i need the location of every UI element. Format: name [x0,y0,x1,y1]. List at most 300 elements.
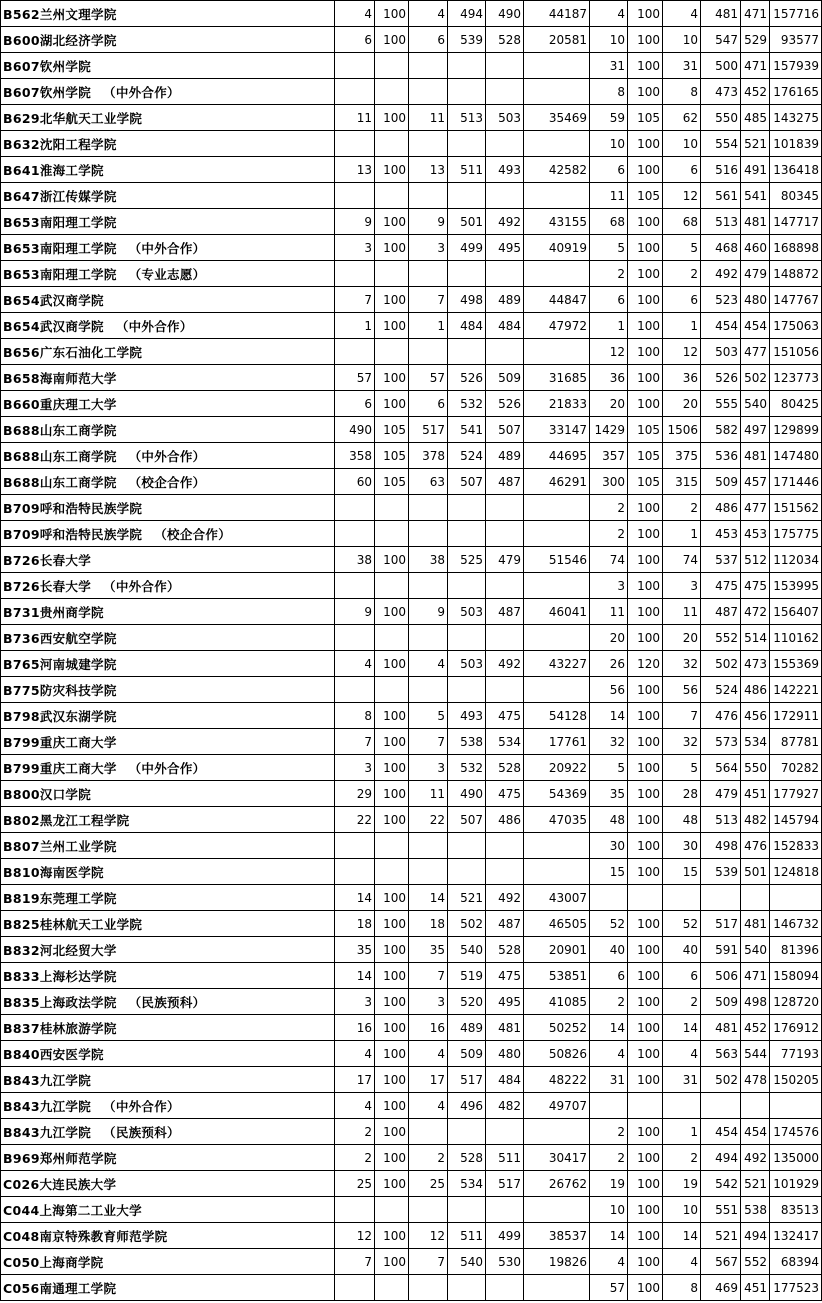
table-row [1,1171,822,1197]
table-row [1,651,822,677]
school-name-cell [1,1015,335,1041]
table-row [1,79,822,105]
school-name: B709呼和浩特民族学院 [3,526,143,542]
value-cell: 499 [486,1223,524,1249]
value-cell: 3 [335,235,375,261]
value-cell: 100 [628,833,663,859]
school-name-cell [1,287,335,313]
value-cell [448,833,486,859]
value-cell: 32 [663,729,701,755]
value-cell: 502 [701,651,741,677]
value-cell [335,521,375,547]
value-cell: 3 [409,235,448,261]
value-cell: 555 [701,391,741,417]
value-cell: 100 [375,1249,409,1275]
value-cell: 100 [628,677,663,703]
value-cell: 2 [663,1145,701,1171]
table-row [1,1067,822,1093]
value-cell [524,1119,590,1145]
value-cell: 495 [486,235,524,261]
value-cell: 2 [590,261,628,287]
value-cell: 20901 [524,937,590,963]
value-cell [486,1275,524,1301]
school-name-cell [1,807,335,833]
value-cell: 100 [375,391,409,417]
value-cell: 451 [741,1275,770,1301]
value-cell: 100 [628,391,663,417]
table-row [1,1041,822,1067]
value-cell [448,521,486,547]
value-cell: 469 [701,1275,741,1301]
value-cell: 100 [375,1,409,27]
value-cell [486,79,524,105]
value-cell: 14 [590,1223,628,1249]
value-cell: 523 [701,287,741,313]
value-cell: 5 [663,235,701,261]
table-row [1,365,822,391]
table-row [1,417,822,443]
value-cell: 68394 [770,1249,822,1275]
value-cell: 100 [628,1249,663,1275]
value-cell: 100 [375,157,409,183]
school-name: B726长春大学 [3,578,92,594]
value-cell [486,1119,524,1145]
school-name-cell [1,27,335,53]
value-cell: 48 [590,807,628,833]
value-cell: 43155 [524,209,590,235]
value-cell [486,833,524,859]
school-name-cell [1,963,335,989]
value-cell: 507 [448,469,486,495]
value-cell: 100 [628,599,663,625]
value-cell: 6 [590,287,628,313]
value-cell: 56 [590,677,628,703]
value-cell: 100 [628,573,663,599]
value-cell: 9 [335,599,375,625]
value-cell: 513 [701,807,741,833]
school-name: B798武汉东湖学院 [3,708,117,724]
value-cell: 100 [628,1015,663,1041]
value-cell: 17 [335,1067,375,1093]
value-cell: 100 [628,157,663,183]
table-row [1,755,822,781]
value-cell: 156407 [770,599,822,625]
value-cell: 2 [590,989,628,1015]
value-cell [770,1093,822,1119]
value-cell: 100 [375,755,409,781]
value-cell: 81396 [770,937,822,963]
value-cell: 136418 [770,157,822,183]
table-row [1,937,822,963]
table-row [1,547,822,573]
table-row [1,287,822,313]
value-cell: 9 [409,599,448,625]
value-cell: 8 [335,703,375,729]
value-cell [770,885,822,911]
table-row [1,391,822,417]
value-cell: 4 [335,1,375,27]
value-cell: 530 [486,1249,524,1275]
value-cell: 153995 [770,573,822,599]
value-cell [335,677,375,703]
table-row [1,1223,822,1249]
value-cell: 41085 [524,989,590,1015]
value-cell: 513 [448,105,486,131]
value-cell: 11 [590,599,628,625]
school-name: B688山东工商学院 [3,448,117,464]
school-name: B654武汉商学院 [3,292,104,308]
value-cell [448,183,486,209]
value-cell [335,53,375,79]
value-cell: 19 [663,1171,701,1197]
value-cell: 2 [663,261,701,287]
value-cell: 532 [448,755,486,781]
value-cell: 30417 [524,1145,590,1171]
value-cell: 591 [701,937,741,963]
value-cell: 63 [409,469,448,495]
value-cell [409,53,448,79]
value-cell: 142221 [770,677,822,703]
value-cell [448,1119,486,1145]
value-cell: 132417 [770,1223,822,1249]
value-cell: 40 [663,937,701,963]
school-name: B654武汉商学院 [3,318,104,334]
value-cell [590,885,628,911]
school-name-cell [1,105,335,131]
school-name: C048南京特殊教育师范学院 [3,1228,168,1244]
value-cell: 12 [409,1223,448,1249]
value-cell: 2 [335,1145,375,1171]
value-cell [524,625,590,651]
value-cell [335,261,375,287]
value-cell: 31685 [524,365,590,391]
table-row [1,703,822,729]
table-row [1,885,822,911]
value-cell: 168898 [770,235,822,261]
school-name: B835上海政法学院 [3,994,117,1010]
value-cell: 20 [663,625,701,651]
school-name: B799重庆工商大学 [3,734,117,750]
value-cell: 524 [701,677,741,703]
value-cell: 100 [628,313,663,339]
school-name: B840西安医学院 [3,1046,104,1062]
school-name: B607钦州学院 [3,84,92,100]
value-cell [524,1275,590,1301]
school-name: B709呼和浩特民族学院 [3,500,143,516]
value-cell [486,521,524,547]
value-cell: 494 [448,1,486,27]
value-cell: 31 [590,1067,628,1093]
value-cell: 3 [590,573,628,599]
value-cell: 60 [335,469,375,495]
value-cell: 460 [741,235,770,261]
value-cell: 57 [335,365,375,391]
value-cell: 9 [409,209,448,235]
value-cell: 100 [628,937,663,963]
value-cell: 4 [590,1041,628,1067]
school-name-cell [1,703,335,729]
value-cell: 475 [701,573,741,599]
value-cell: 11 [409,105,448,131]
value-cell: 484 [486,313,524,339]
value-cell: 10 [663,27,701,53]
value-cell: 477 [741,339,770,365]
value-cell: 511 [448,1223,486,1249]
value-cell [375,573,409,599]
value-cell [628,1093,663,1119]
value-cell: 454 [741,1119,770,1145]
value-cell: 11 [590,183,628,209]
value-cell: 100 [628,1145,663,1171]
value-cell: 77193 [770,1041,822,1067]
value-cell: 53851 [524,963,590,989]
school-name: B736西安航空学院 [3,630,117,646]
value-cell: 8 [663,1275,701,1301]
value-cell: 158094 [770,963,822,989]
value-cell: 100 [628,729,663,755]
value-cell: 157716 [770,1,822,27]
value-cell: 175063 [770,313,822,339]
table-row [1,27,822,53]
value-cell: 521 [741,1171,770,1197]
value-cell: 129899 [770,417,822,443]
value-cell: 475 [486,781,524,807]
value-cell: 147767 [770,287,822,313]
school-name-cell [1,1223,335,1249]
value-cell: 100 [375,547,409,573]
table-row [1,1197,822,1223]
value-cell: 472 [741,599,770,625]
value-cell: 31 [590,53,628,79]
school-name-cell [1,651,335,677]
school-name: B825桂林航天工业学院 [3,916,143,932]
school-name: C050上海商学院 [3,1254,104,1270]
school-name-cell [1,599,335,625]
value-cell: 538 [741,1197,770,1223]
value-cell: 551 [701,1197,741,1223]
value-cell: 11 [663,599,701,625]
school-name: B810海南医学院 [3,864,104,880]
value-cell [486,53,524,79]
value-cell: 100 [375,1171,409,1197]
value-cell: 480 [486,1041,524,1067]
value-cell: 6 [409,27,448,53]
value-cell: 491 [741,157,770,183]
value-cell: 70282 [770,755,822,781]
value-cell: 57 [409,365,448,391]
school-name-cell [1,1197,335,1223]
value-cell [409,521,448,547]
value-cell: 177927 [770,781,822,807]
value-cell: 509 [701,989,741,1015]
value-cell: 26 [590,651,628,677]
value-cell [486,677,524,703]
value-cell: 502 [448,911,486,937]
value-cell: 11 [335,105,375,131]
value-cell: 35 [590,781,628,807]
value-cell: 100 [628,1041,663,1067]
value-cell [335,1275,375,1301]
value-cell: 7 [663,703,701,729]
school-name: C056南通理工学院 [3,1280,117,1296]
value-cell: 5 [663,755,701,781]
value-cell: 100 [628,235,663,261]
value-cell: 4 [335,1041,375,1067]
value-cell [448,677,486,703]
value-cell: 100 [628,287,663,313]
table-row [1,625,822,651]
value-cell: 42582 [524,157,590,183]
value-cell: 40 [590,937,628,963]
value-cell: 13 [409,157,448,183]
value-cell: 30 [590,833,628,859]
value-cell: 482 [486,1093,524,1119]
value-cell: 100 [375,781,409,807]
school-name: B802黑龙江工程学院 [3,812,130,828]
value-cell: 454 [701,313,741,339]
value-cell: 100 [375,105,409,131]
value-cell: 105 [628,105,663,131]
value-cell: 561 [701,183,741,209]
value-cell: 38 [335,547,375,573]
value-cell: 498 [741,989,770,1015]
value-cell [409,79,448,105]
value-cell: 528 [486,937,524,963]
value-cell [701,885,741,911]
value-cell: 473 [741,651,770,677]
value-cell: 100 [375,1145,409,1171]
value-cell: 12 [663,183,701,209]
value-cell: 6 [409,391,448,417]
school-name-cell [1,781,335,807]
value-cell [524,677,590,703]
value-cell: 100 [375,27,409,53]
value-cell: 6 [663,963,701,989]
school-name-cell [1,625,335,651]
school-name: B726长春大学 [3,552,92,568]
value-cell: 128720 [770,989,822,1015]
school-name: C044上海第二工业大学 [3,1202,142,1218]
value-cell: 540 [741,937,770,963]
value-cell: 100 [628,1275,663,1301]
value-cell: 501 [448,209,486,235]
value-cell: 5 [590,235,628,261]
value-cell [375,79,409,105]
value-cell [741,1093,770,1119]
value-cell: 151562 [770,495,822,521]
enrollment-type-tag: （中外合作） [115,318,193,334]
value-cell: 471 [741,963,770,989]
value-cell [486,625,524,651]
value-cell: 100 [628,625,663,651]
value-cell: 4 [663,1041,701,1067]
value-cell: 452 [741,1015,770,1041]
value-cell: 490 [448,781,486,807]
school-name: B843九江学院 [3,1072,92,1088]
value-cell: 74 [663,547,701,573]
value-cell: 175775 [770,521,822,547]
value-cell: 486 [701,495,741,521]
value-cell: 100 [375,1015,409,1041]
value-cell: 105 [375,443,409,469]
value-cell: 48222 [524,1067,590,1093]
value-cell: 110162 [770,625,822,651]
value-cell: 540 [448,937,486,963]
value-cell: 573 [701,729,741,755]
value-cell: 18 [335,911,375,937]
value-cell: 100 [628,365,663,391]
value-cell: 5 [409,703,448,729]
value-cell: 22 [335,807,375,833]
value-cell: 2 [663,989,701,1015]
value-cell: 10 [663,1197,701,1223]
value-cell [375,859,409,885]
value-cell: 492 [486,651,524,677]
value-cell: 507 [448,807,486,833]
school-name: B833上海杉达学院 [3,968,117,984]
value-cell: 46041 [524,599,590,625]
table-row [1,1249,822,1275]
enrollment-type-tag: （民族预科） [128,994,206,1010]
value-cell: 471 [741,53,770,79]
value-cell: 475 [486,703,524,729]
value-cell: 481 [741,911,770,937]
value-cell: 100 [375,599,409,625]
school-name-cell [1,573,335,599]
school-name: B765河南城建学院 [3,656,117,672]
value-cell: 148872 [770,261,822,287]
school-name: B641淮海工学院 [3,162,104,178]
value-cell [375,53,409,79]
value-cell: 300 [590,469,628,495]
value-cell: 511 [486,1145,524,1171]
value-cell: 15 [663,859,701,885]
value-cell: 512 [741,547,770,573]
value-cell: 150205 [770,1067,822,1093]
value-cell [409,339,448,365]
value-cell: 14 [590,703,628,729]
school-name-cell [1,521,335,547]
value-cell: 20922 [524,755,590,781]
value-cell: 100 [375,885,409,911]
value-cell: 100 [628,703,663,729]
value-cell: 17 [409,1067,448,1093]
value-cell: 315 [663,469,701,495]
value-cell: 494 [701,1145,741,1171]
value-cell: 477 [741,495,770,521]
value-cell: 1 [663,521,701,547]
value-cell: 534 [448,1171,486,1197]
value-cell [448,79,486,105]
value-cell: 582 [701,417,741,443]
value-cell [524,521,590,547]
value-cell: 68 [663,209,701,235]
value-cell: 100 [628,27,663,53]
school-name: B656广东石油化工学院 [3,344,143,360]
value-cell: 3 [409,989,448,1015]
value-cell: 476 [741,833,770,859]
value-cell: 100 [375,209,409,235]
school-name: B607钦州学院 [3,58,92,74]
value-cell: 100 [375,365,409,391]
school-name: B658海南师范大学 [3,370,117,386]
value-cell: 43227 [524,651,590,677]
school-name-cell [1,911,335,937]
value-cell: 478 [741,1067,770,1093]
value-cell: 475 [486,963,524,989]
value-cell: 489 [486,443,524,469]
value-cell [375,131,409,157]
